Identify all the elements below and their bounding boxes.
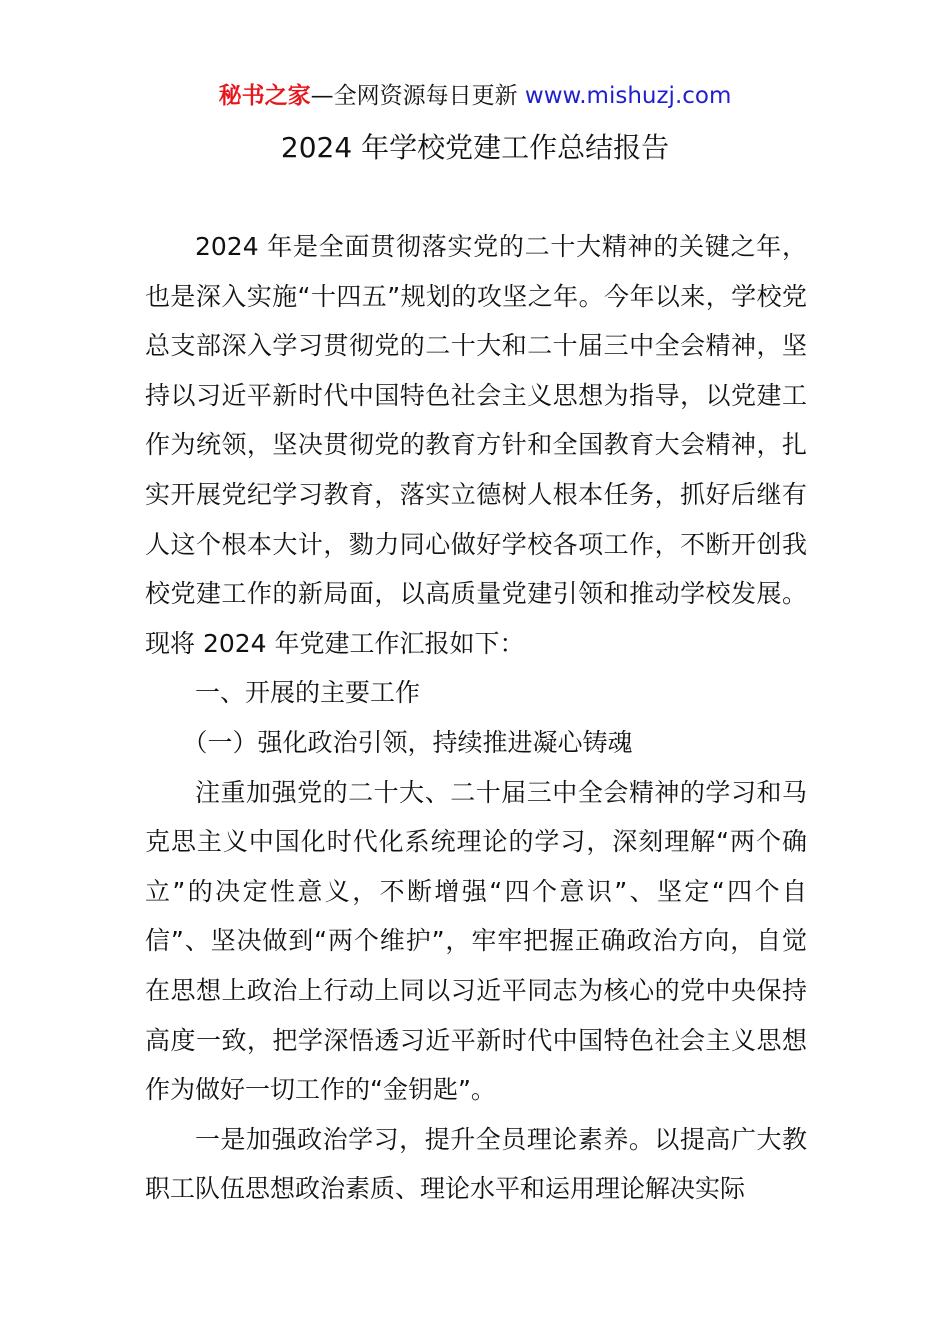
document-body	[145, 222, 807, 1214]
subsection-heading: （一）强化政治引领，持续推进凝心铸魂	[182, 727, 633, 757]
intro-paragraph: 2024 年是全面贯彻落实党的二十大精神的关键之年，也是深入实施“十四五”规划的攻坚之年。今年以来，学校党总支部深入学习贯彻党的二十大和二十届三中全会精神，坚持以习近平新时代中国特色社会主义思想为指导，以党建工作为统领，坚决贯彻党的教育方针和全国教育大会精神，扎实开展党纪学习教育，落实立德树人根本任务，抓好后继有人这个根本大计，勠力同心做好学校各项工作，不断开创我校党建工作的新局面，以高质量党建引领和推动学校发展。现将 2024 年党建工作汇报如下：	[145, 232, 807, 658]
section-heading: 一、开展的主要工作	[195, 678, 421, 708]
site-slogan: —全网资源每日更新	[310, 83, 525, 109]
document-title: 2024 年学校党建工作总结报告	[280, 131, 670, 164]
site-header	[0, 80, 950, 112]
site-url-link[interactable]: www.mishuzj.com	[524, 83, 732, 109]
body-paragraph: 注重加强党的二十大、二十届三中全会精神的学习和马克思主义中国化时代化系统理论的学习，深刻理解“两个确立”的决定性意义，不断增强“四个意识”、坚定“四个自信”、坚决做到“两个维护”，牢牢把握正确政治方向，自觉在思想上政治上行动上同以习近平同志为核心的党中央保持高度一致，把学深悟透习近平新时代中国特色社会主义思想作为做好一切工作的“金钥匙”。	[145, 777, 807, 1105]
site-brand: 秘书之家	[218, 83, 311, 109]
body-paragraph: 一是加强政治学习，提升全员理论素养。以提高广大教职工队伍思想政治素质、理论水平和运用理论解决实际	[145, 1124, 807, 1204]
